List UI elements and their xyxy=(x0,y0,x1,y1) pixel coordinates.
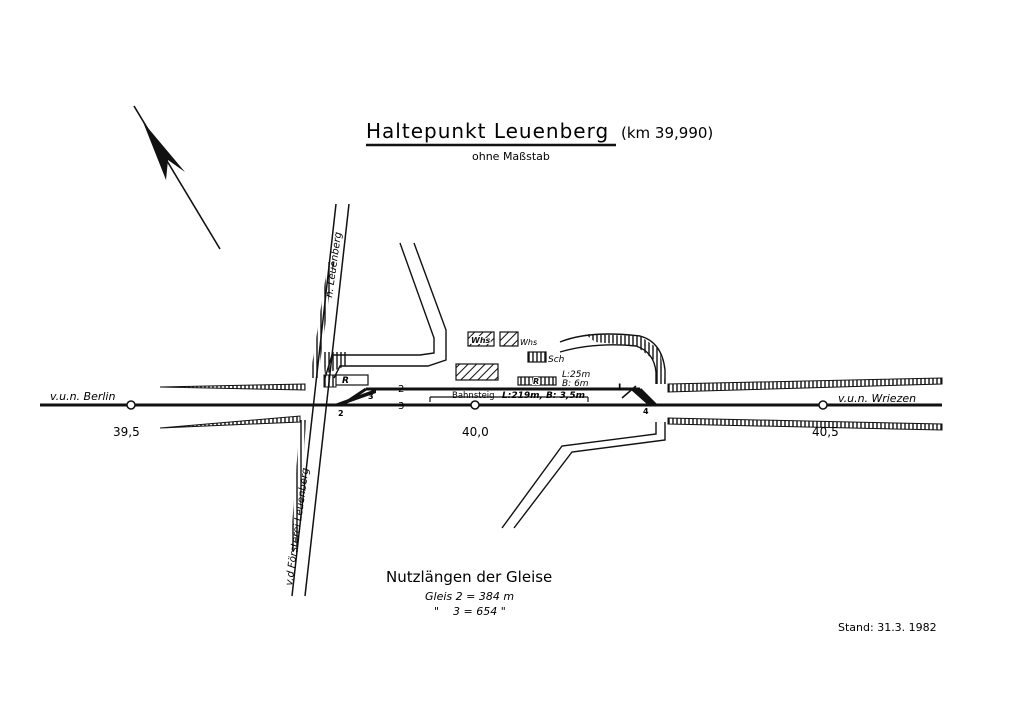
crossover-label: I xyxy=(618,383,622,393)
nutzlaengen-heading: Nutzlängen der Gleise xyxy=(386,568,553,586)
switch-2-label: 2 xyxy=(338,409,344,418)
shelter-length: L:25m xyxy=(562,370,591,380)
switch-4-label: 4 xyxy=(643,407,649,416)
switch-3-label: 3 xyxy=(368,392,374,401)
building-whs-b-label: Whs xyxy=(520,338,538,347)
platform-label: Bahnsteig xyxy=(452,391,495,401)
km-post-40-0-marker xyxy=(471,401,479,409)
track-3-label: 3 xyxy=(398,401,405,412)
diagram-title-km: (km 39,990) xyxy=(621,124,714,142)
diagram-subtitle: ohne Maßstab xyxy=(472,150,550,163)
building-hatched-south xyxy=(456,364,498,380)
station-area-outline xyxy=(325,243,665,528)
stand-date: Stand: 31.3. 1982 xyxy=(838,621,937,634)
shed-hatched-west xyxy=(324,375,336,387)
building-sch-label: Sch xyxy=(548,355,565,365)
building-r-west xyxy=(336,375,368,385)
km-post-39-5-marker xyxy=(127,401,135,409)
direction-east-label: v.u.n. Wriezen xyxy=(838,392,917,405)
km-post-39-5-label: 39,5 xyxy=(113,425,140,439)
nutzlaengen-gleis-3: " 3 = 654 " xyxy=(434,605,506,618)
north-arrow-icon xyxy=(134,106,220,249)
shelter-width: B: 6m xyxy=(562,379,589,389)
building-whs-a-label: Whs xyxy=(471,336,491,345)
direction-west-label: v.u.n. Berlin xyxy=(50,390,116,403)
km-post-40-5-label: 40,5 xyxy=(812,425,839,439)
nutzlaengen-gleis-2: Gleis 2 = 384 m xyxy=(425,590,515,603)
km-post-40-0-label: 40,0 xyxy=(462,425,489,439)
road-label-north: n. Leuenberg xyxy=(324,231,345,299)
building-sch xyxy=(528,352,546,362)
switch-4-symbol xyxy=(630,389,658,405)
building-r-west-label: R xyxy=(342,376,349,386)
km-post-40-5-marker xyxy=(819,401,827,409)
diagram-title: Haltepunkt Leuenberg xyxy=(366,119,610,143)
platform-dimensions: L:219m, B: 3,5m xyxy=(502,391,585,401)
track-2-label: 2 xyxy=(398,384,405,395)
road-label-south: v.d Försterei Leuenberg xyxy=(284,467,312,587)
building-r-east-label: R xyxy=(533,377,540,386)
building-whs-b xyxy=(500,332,518,346)
